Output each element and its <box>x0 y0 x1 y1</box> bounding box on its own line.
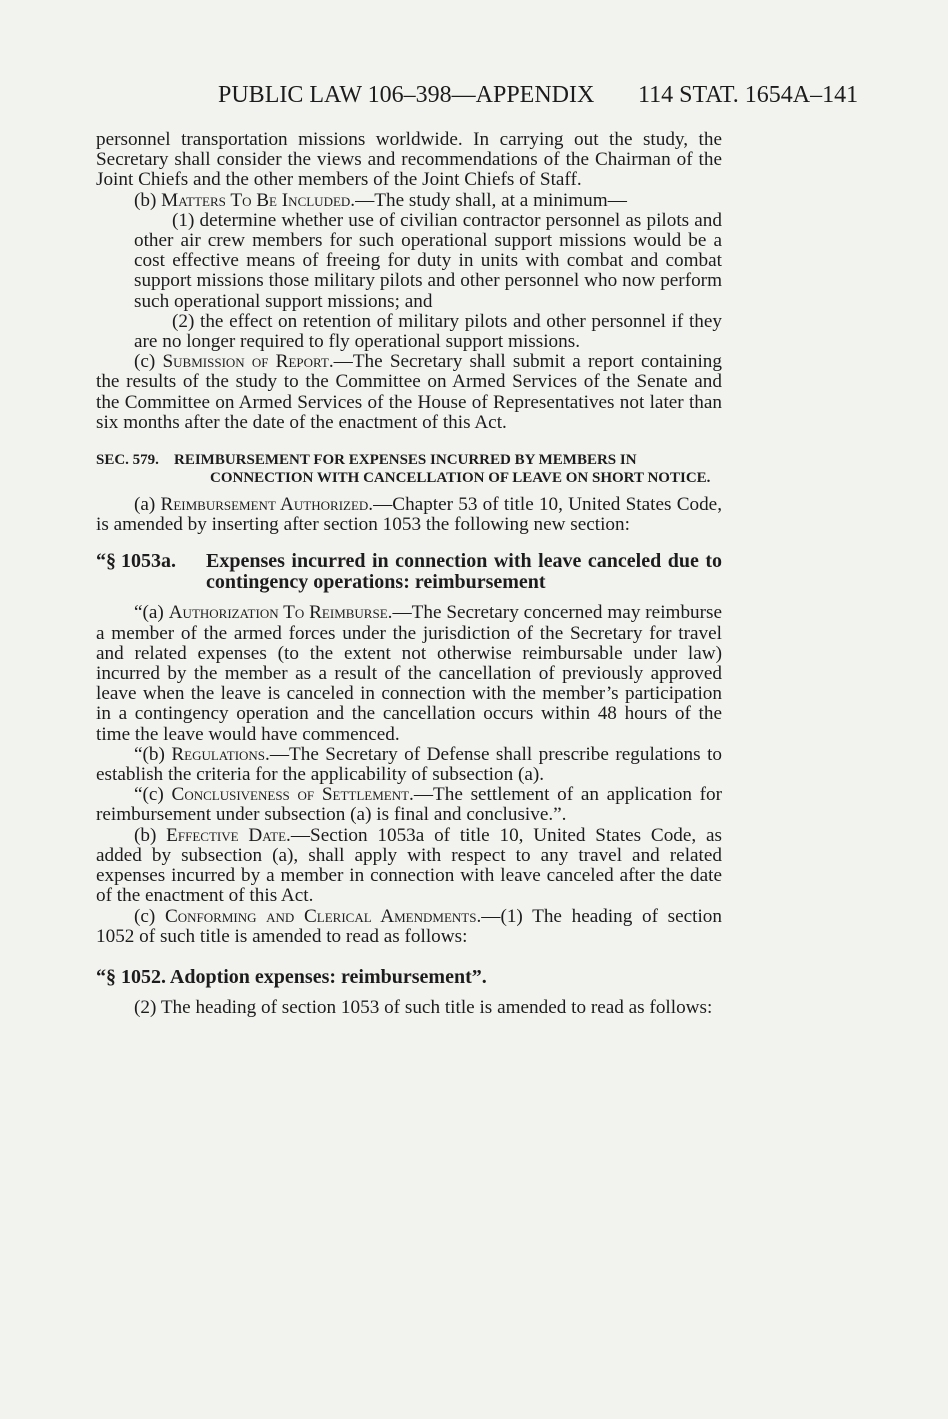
paragraph-2: (2) the effect on retention of military pilots and other personnel if they are no longer required to fly operational support missions. <box>134 310 722 353</box>
subsection-text: —(1) The heading of section 1052 of such title is amended to read as follows: <box>96 905 722 947</box>
subsection-heading: Conclusiveness of Settlement. <box>171 784 414 806</box>
section-1053a-title <box>96 551 722 593</box>
section-title-text: Expenses incurred in connection with leave canceled due to contingency operations: reimbursement <box>206 550 722 594</box>
subsection-heading: Matters To Be Included. <box>161 189 356 211</box>
subsection-b-effective-date <box>96 826 722 907</box>
subsection-label: “(a) <box>134 602 169 624</box>
paragraph-2-heading-1053: (2) The heading of section 1053 of such title is amended to read as follows: <box>134 996 713 1018</box>
paragraph-continuation: personnel transportation missions worldwide. In carrying out the study, the Secretary shall consider the views and recommendations of the Chairman of the Joint Chiefs and the other members of the Joint Chiefs of Staff. <box>96 129 722 191</box>
paragraph-1: (1) determine whether use of civilian contractor personnel as pilots and other air crew members for such operational support missions would be a cost effective means of freeing for duty in units with combat and combat support missions those military pilots and other personnel who now perform such operational support missions; and <box>134 209 722 312</box>
subsection-text: —The settlement of an application for reimbursement under subsection (a) is final and conclusive.”. <box>96 784 723 826</box>
subsection-b-regulations <box>96 745 722 785</box>
header-law-title: PUBLIC LAW 106–398—APPENDIX <box>218 82 595 108</box>
subsection-label: “(b) <box>134 743 172 765</box>
subsection-text: —Section 1053a of title 10, United States Code, as added by subsection (a), shall apply with respect to any travel and related expenses incurred by a member in connection with leave canceled after the date of the enactment of this Act. <box>96 824 722 907</box>
document-body <box>96 130 722 1018</box>
section-number: SEC. 579. <box>96 452 159 469</box>
subsection-a-authorization <box>96 603 722 744</box>
section-title: REIMBURSEMENT FOR EXPENSES INCURRED BY MEMBERS IN CONNECTION WITH CANCELLATION OF LEAVE ON SHORT NOTICE. <box>174 452 711 487</box>
section-579-heading <box>96 451 722 487</box>
subsection-label: (a) <box>134 494 161 516</box>
subsection-label: “(c) <box>134 784 172 806</box>
subsection-c-submission <box>96 352 722 433</box>
section-1052-title: “§ 1052. Adoption expenses: reimbursement”. <box>96 965 487 988</box>
subsection-text: —The Secretary concerned may reimburse a member of the armed forces under the jurisdiction of the Secretary for travel and related expenses (to the extent not otherwise reimbursable under law) incurred by the member as a result of the cancellation of previously approved leave when the leave is canceled in connection with the member’s participation in a contingency operation and the cancellation occurs within 48 hours of the time the leave would have commenced. <box>96 602 723 745</box>
subsection-heading: Authorization To Reimburse. <box>168 602 393 624</box>
subsection-c-conclusiveness <box>96 785 722 825</box>
subsection-heading: Submission of Report. <box>162 351 334 373</box>
subsection-label: (b) <box>134 824 167 846</box>
subsection-heading: Conforming and Clerical Amendments. <box>164 905 482 927</box>
subsection-b-matters <box>96 191 722 211</box>
header-page-citation: 114 STAT. 1654A–141 <box>638 82 859 108</box>
subsection-heading: Effective Date. <box>166 824 291 846</box>
subsection-label: (c) <box>134 351 163 373</box>
subsection-heading: Regulations. <box>171 743 270 765</box>
subsection-text: —Chapter 53 of title 10, United States Code, is amended by inserting after section 1053 the following new section: <box>96 494 722 536</box>
subsection-text: —The Secretary of Defense shall prescribe regulations to establish the criteria for the applicability of subsection (a). <box>96 743 722 786</box>
subsection-text: —The study shall, at a minimum— <box>355 189 627 211</box>
subsection-c-conforming <box>96 907 722 947</box>
subsection-heading: Reimbursement Authorized. <box>160 494 374 516</box>
subsection-label: (b) <box>134 189 162 211</box>
subsection-text: —The Secretary shall submit a report containing the results of the study to the Committee on Armed Services of the Senate and the Committee on Armed Services of the House of Representatives not later than six months after the date of the enactment of this Act. <box>96 351 722 433</box>
section-mark: “§ 1053a. <box>96 550 176 573</box>
subsection-label: (c) <box>134 905 165 927</box>
subsection-a-reimbursement <box>96 495 722 535</box>
